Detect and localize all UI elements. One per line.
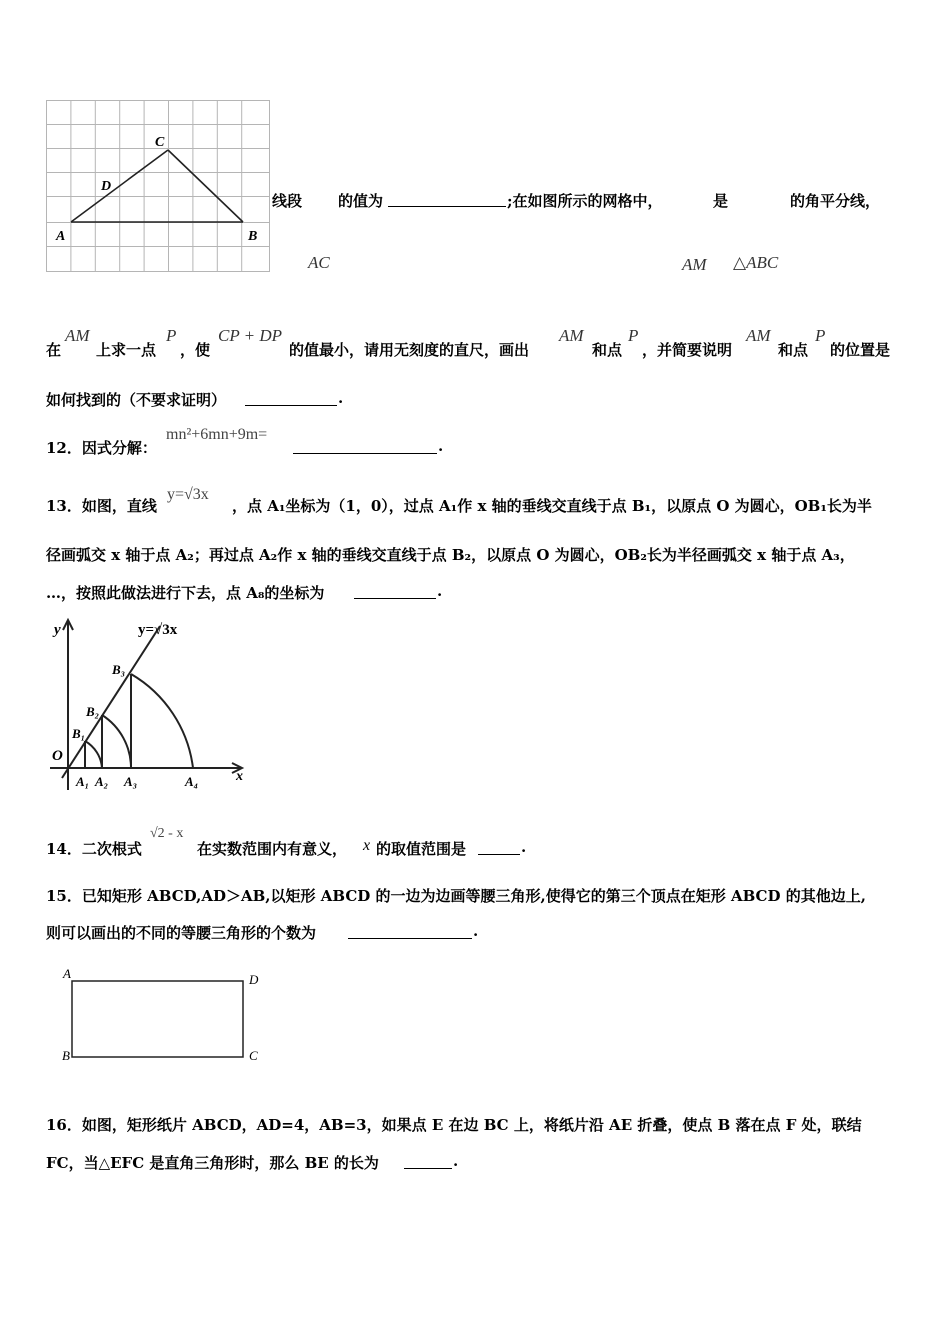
q13-line1-b: ，点 A₁坐标为（1，0），过点 A₁作 x 轴的垂线交直线于点 B₁，以原点 O 为圆心，OB₁长为半 xyxy=(232,497,872,515)
label-c: C xyxy=(155,135,165,150)
q11-line2-p2: P xyxy=(628,326,639,345)
label-a3: A₃ xyxy=(124,774,138,789)
q11-text2: 的值为 xyxy=(338,192,384,210)
q11-line2-am: AM xyxy=(65,326,90,345)
q11-math-triangle-abc: △ABC xyxy=(733,253,779,272)
q13-line2: 径画弧交 x 轴于点 A₂；再过点 A₂作 x 轴的垂线交直线于点 B₂，以原点 O 为圆心，OB₂长为半径画弧交 x 轴于点 A₃， xyxy=(46,546,855,564)
q14-prefix: 14．二次根式 xyxy=(46,840,142,858)
q11-line2-am2: AM xyxy=(559,326,584,345)
label-x: x xyxy=(236,769,243,784)
segment-cb xyxy=(168,150,243,222)
q11-answer-blank[interactable] xyxy=(388,192,506,207)
q13-line3-a: …，按照此做法进行下去，点 A₈的坐标为 xyxy=(46,584,325,602)
label-equation: y=√3x xyxy=(138,622,178,638)
q12-prefix: 12．因式分解： xyxy=(46,439,157,457)
q13-line3-end: . xyxy=(437,582,443,600)
q16-line1: 16．如图，矩形纸片 ABCD，AD=4，AB=3，如果点 E 在边 BC 上，将纸片沿 AE 折叠，使点 B 落在点 F 处，联结 xyxy=(46,1116,862,1134)
label-b: B xyxy=(62,1048,70,1063)
q11-line3: 如何找到的（不要求证明） xyxy=(46,391,227,409)
label-b1: B₁ xyxy=(72,726,86,741)
q14-mid: 在实数范围内有意义， xyxy=(197,840,348,858)
q11-line2-b: 上求一点 xyxy=(96,341,157,359)
q11-line2-d: 的值最小，请用无刻度的直尺，画出 xyxy=(289,341,530,359)
q15-line1: 15．已知矩形 ABCD,AD＞AB,以矩形 ABCD 的一边为边画等腰三角形,使得它的第三个顶点在矩形 ABCD 的其他边上, xyxy=(46,887,866,905)
arc-b3-a4 xyxy=(131,674,193,768)
line-y-sqrt3x xyxy=(62,626,160,778)
q13-answer-blank[interactable] xyxy=(354,584,436,599)
label-c: C xyxy=(249,1048,258,1063)
q11-math-ac: AC xyxy=(308,253,330,272)
q11-line2-c: ，使 xyxy=(180,341,211,359)
q14-answer-blank[interactable] xyxy=(478,840,520,855)
q12-expression: mn²+6mn+9m= xyxy=(166,426,268,443)
q13-line1-a: 13．如图，直线 xyxy=(46,497,157,515)
q16-line2: FC，当△EFC 是直角三角形时，那么 BE 的长为 xyxy=(46,1154,379,1172)
q11-line2-f: ，并简要说明 xyxy=(642,341,733,359)
arc-b1-a2 xyxy=(85,741,102,768)
q11-line3-blank[interactable] xyxy=(245,391,337,406)
q11-line2-a: 在 xyxy=(46,341,62,359)
label-d: D xyxy=(249,972,259,987)
q11-line2-p3: P xyxy=(815,326,826,345)
q16-end: . xyxy=(453,1152,459,1170)
q14-variable-x: x xyxy=(363,837,371,854)
rectangle-abcd-figure xyxy=(60,964,270,1068)
label-d: D xyxy=(101,179,112,194)
label-o: O xyxy=(52,748,63,764)
q11-text1: 线段 xyxy=(272,192,303,210)
q13-line-equation: y=√3x xyxy=(167,486,209,503)
arc-sequence-figure xyxy=(46,612,256,794)
label-a: A xyxy=(63,966,71,981)
label-a: A xyxy=(56,229,66,244)
label-y: y xyxy=(54,622,61,638)
q15-end: . xyxy=(473,922,479,940)
q11-text3: ;在如图所示的网格中， xyxy=(507,192,663,210)
label-b3: B₃ xyxy=(112,662,126,677)
label-a1: A₁ xyxy=(76,774,90,789)
rectangle-abcd xyxy=(72,981,243,1057)
q11-text4: 是 xyxy=(713,192,729,210)
q11-text5: 的角平分线， xyxy=(790,192,881,210)
label-b: B xyxy=(248,229,258,244)
q11-line2-p: P xyxy=(166,326,177,345)
grid-triangle-figure xyxy=(46,100,270,272)
q14-radical-expression: √2 - x xyxy=(150,826,184,841)
q11-line2-h: 的位置是 xyxy=(830,341,891,359)
q11-line2-am3: AM xyxy=(746,326,771,345)
label-a2: A₂ xyxy=(95,774,109,789)
q11-line2-e: 和点 xyxy=(592,341,623,359)
arc-b2-a3 xyxy=(102,715,131,768)
q12-end: . xyxy=(438,437,444,455)
q14-suffix: 的取值范围是 xyxy=(376,840,467,858)
q11-line2-g: 和点 xyxy=(778,341,809,359)
q15-line2: 则可以画出的不同的等腰三角形的个数为 xyxy=(46,924,317,942)
label-a4: A₄ xyxy=(185,774,199,789)
label-b2: B₂ xyxy=(86,704,100,719)
q16-answer-blank[interactable] xyxy=(404,1154,452,1169)
q14-end: . xyxy=(521,838,527,856)
q12-answer-blank[interactable] xyxy=(293,439,437,454)
q11-line2-cpdp: CP + DP xyxy=(218,326,283,345)
q11-line3-end: . xyxy=(338,389,344,407)
q11-math-am: AM xyxy=(682,255,707,274)
q15-answer-blank[interactable] xyxy=(348,924,472,939)
